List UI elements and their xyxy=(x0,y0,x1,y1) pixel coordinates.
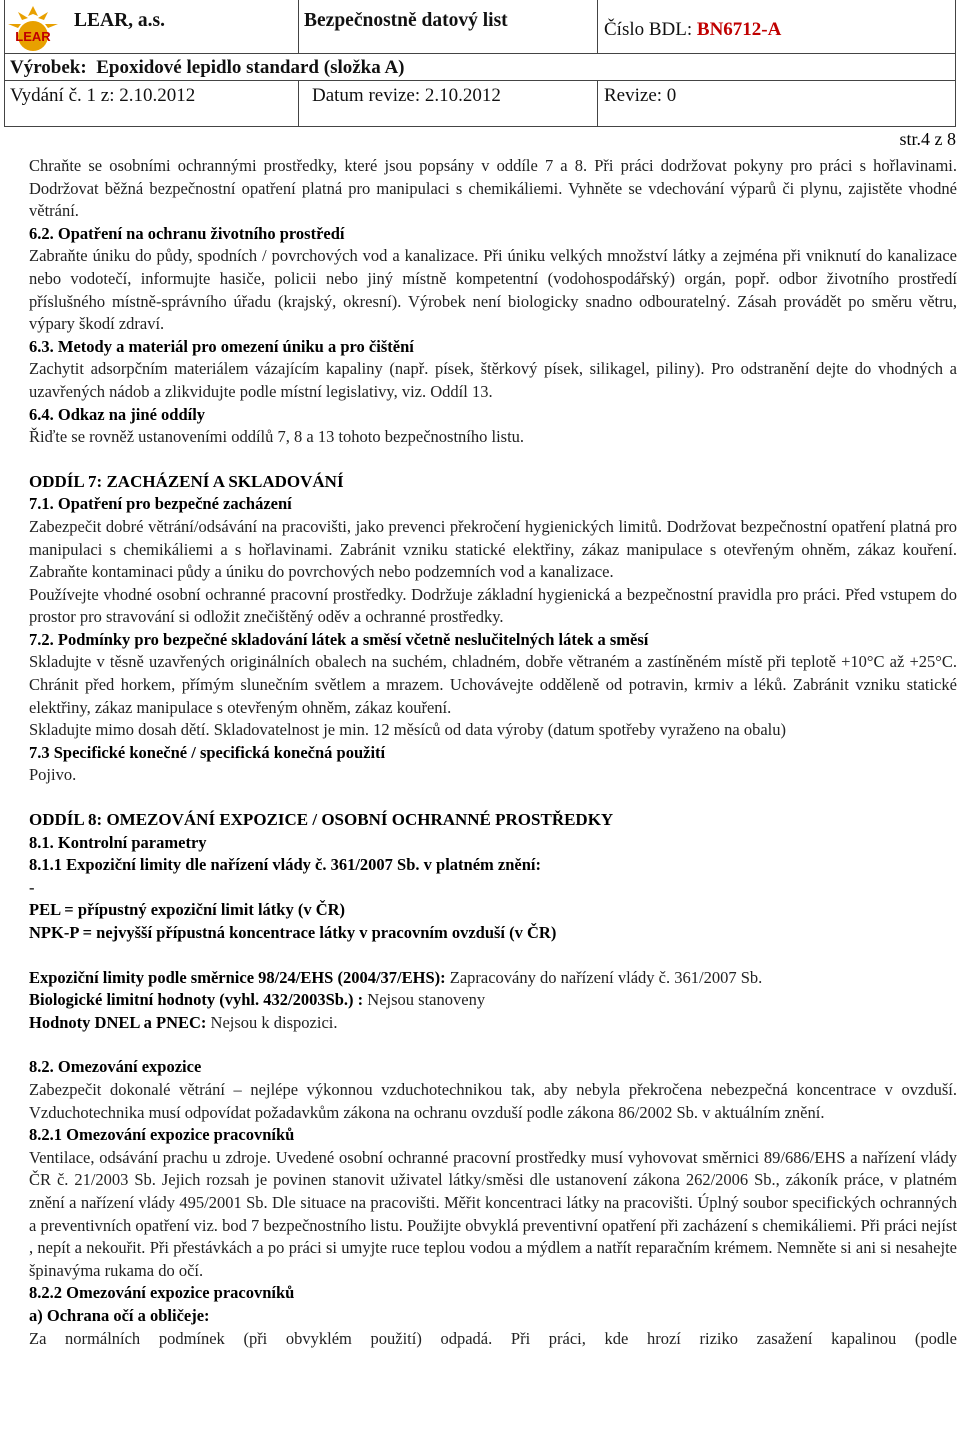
header-divider xyxy=(4,80,956,81)
bdl-number: Číslo BDL: BN6712-A xyxy=(604,19,782,40)
heading-8-2-2: 8.2.2 Omezování expozice pracovníků xyxy=(29,1283,295,1303)
svg-text:LEAR: LEAR xyxy=(15,29,51,44)
text-8-2-1: Ventilace, odsávání prachu u zdroje. Uvedené osobní ochranné pracovní prostředky musí vyhovovat směrnici 89/686/EHS a nařízení vlády ČR č. 21/2003 Sb. Jejich rozsah je povinen stanovit uživatel látky/směsi dle ustanovení zákona 262/2006 Sb., zákoník práce, v platném znění a nařízení vlády 495/2001 Sb. Dle situace na pracovišti. Měřit koncentraci látky na pracovišti. Úplný soubor specifických ochranných a preventivních opatření viz. bod 7 bezpečnostního listu. Použijte obvyklá preventivní opatření při zacházení s chemikáliemi. Při práci nejíst , nepít a nekouřit. Při přestávkách a po práci si umyjte ruce teplou vodou a mýdlem a natřít reparačním krémem. Nemněte si ani si nesahejte špinavýma rukama do očí. xyxy=(29,1147,957,1280)
product-line: Výrobek: Epoxidové lepidlo standard (složka A) xyxy=(10,57,405,78)
heading-8-2-2-a: a) Ochrana očí a obličeje: xyxy=(29,1305,210,1325)
heading-7-1: 7.1. Opatření pro bezpečné zacházení xyxy=(29,494,292,514)
section-6-intro: Chraňte se osobními ochrannými prostředky, které jsou popsány v oddíle 7 a 8. Při práci dodržovat pokyny pro práci s hořlavinami. Dodržovat běžná bezpečnostní opatření platná pro manipulaci s chemikáliemi. Vyhněte se vdechování výparů či plynu, zajistěte vhodné větrání. xyxy=(29,156,957,221)
heading-7-3: 7.3 Specifické konečné / specifická konečná použití xyxy=(29,742,386,762)
text-7-2a: Skladujte v těsně uzavřených originálních obalech na suchém, chladném, dobře větraném a zastíněném místě při teplotě +10°C až +25°C. Chránit před horkem, přímým slunečním světlem a mrazem. Uchovávejte odděleně od potravin, krmiv a léků. Zabránit vzniku statické elektřiny, zákaz manipulace s otevřeným ohněm, zákaz kouření. xyxy=(29,652,957,717)
header-border xyxy=(597,80,598,127)
document-header xyxy=(0,0,960,128)
revision-date: Datum revize: 2.10.2012 xyxy=(312,85,501,106)
heading-8-2: 8.2. Omezování expozice xyxy=(29,1057,202,1077)
header-border xyxy=(298,0,299,54)
heading-8-1: 8.1. Kontrolní parametry xyxy=(29,832,207,852)
text-6-4: Řiďte se rovněž ustanoveními oddílů 7, 8 a 13 tohoto bezpečnostního listu. xyxy=(29,427,525,447)
lear-logo xyxy=(4,4,62,52)
heading-6-3: 6.3. Metody a materiál pro omezení úniku a pro čištění xyxy=(29,336,414,356)
text-7-1a: Zabezpečit dobré větrání/odsávání na pracovišti, jako prevenci překročení hygienických limitů. Dodržovat bezpečnostní opatření platná pro manipulaci s chemikáliemi a s hořlavinami. Zabránit vzniku statické elektřiny, zákaz manipulace s otevřeným ohněm, zákaz kouření. Zabraňte kontaminaci půdy a úniku do povrchových nebo podzemních vod a kanalizace. xyxy=(29,516,957,582)
eu-limits: Expoziční limity podle směrnice 98/24/EHS (2004/37/EHS): Zapracovány do nařízení vlády č. 361/2007 Sb. xyxy=(29,967,763,987)
page-number: str.4 z 8 xyxy=(899,129,956,149)
heading-7-2: 7.2. Podmínky pro bezpečné skladování látek a směsí včetně neslučitelných látek a směsí xyxy=(29,629,649,649)
text-7-1b: Používejte vhodné osobní ochranné pracovní prostředky. Dodržuje základní hygienická a bezpečnostní pravidla pro práci. Před vstupem do prostor pro stravování si odložit znečištěný oděv a ochranné prostředky. xyxy=(29,584,957,627)
document-body xyxy=(29,133,957,1350)
bio-limits: Biologické limitní hodnoty (vyhl. 432/2003Sb.) : Nejsou stanoveny xyxy=(29,990,486,1010)
section-8-title: ODDÍL 8: OMEZOVÁNÍ EXPOZICE / OSOBNÍ OCHRANNÉ PROSTŘEDKY xyxy=(29,810,614,830)
text-8-2: Zabezpečit dokonalé větrání – nejlépe výkonnou vzduchotechnikou tak, aby nebyla překročena nebezpečná koncentrace v ovzduší. Vzduchotechnika musí odpovídat požadavkům zákona na ochranu ovzduší podle zákona 86/2002 Sb. v aktuálním znění. xyxy=(29,1079,957,1122)
pel-definition: PEL = přípustný expoziční limit látky (v ČR) xyxy=(29,900,346,920)
company-name: LEAR, a.s. xyxy=(74,10,166,31)
header-divider xyxy=(4,53,956,54)
text-8-2-2-a: Za normálních podmínek (při obvyklém použití) odpadá. Při práci, kde hrozí riziko zasažení kapalinou (podle xyxy=(29,1328,957,1348)
heading-8-2-1: 8.2.1 Omezování expozice pracovníků xyxy=(29,1125,295,1145)
dnel-pnec: Hodnoty DNEL a PNEC: Nejsou k dispozici. xyxy=(29,1012,338,1032)
npk-definition: NPK-P = nejvyšší přípustná koncentrace látky v pracovním ovzduší (v ČR) xyxy=(29,923,557,942)
heading-8-1-1: 8.1.1 Expoziční limity dle nařízení vlády č. 361/2007 Sb. v platném znění: xyxy=(29,855,541,875)
document-type: Bezpečnostně datový list xyxy=(304,10,508,31)
heading-6-2: 6.2. Opatření na ochranu životního prostředí xyxy=(29,223,345,243)
header-divider xyxy=(4,126,956,127)
section-7-title: ODDÍL 7: ZACHÁZENÍ A SKLADOVÁNÍ xyxy=(29,471,344,491)
header-border xyxy=(298,80,299,127)
text-6-3: Zachytit adsorpčním materiálem vázajícím kapaliny (např. písek, štěrkový písek, silikagel, piliny). Pro odstranění dejte do vhodných a uzavřených nádob a zlikvidujte podle místní legislativy, viz. Oddíl 13. xyxy=(29,359,957,401)
text-7-2b: Skladujte mimo dosah dětí. Skladovatelnost je min. 12 měsíců od data výroby (datum spotřeby vyraženo na obalu) xyxy=(29,720,787,740)
heading-6-4: 6.4. Odkaz na jiné oddíly xyxy=(29,404,206,424)
dash-line: - xyxy=(29,877,35,897)
issue-info: Vydání č. 1 z: 2.10.2012 xyxy=(10,85,196,106)
header-border xyxy=(955,0,956,127)
text-7-3: Pojivo. xyxy=(29,765,77,785)
header-border xyxy=(597,0,598,54)
revision-number: Revize: 0 xyxy=(604,85,677,106)
text-6-2: Zabraňte úniku do půdy, spodních / povrchových vod a kanalizace. Při úniku velkých množství látky a zejména při vniknutí do kanalizace nebo vodotečí, informujte hasiče, policii nebo jiný místně kompetentní (vodohospodářský) orgán, popř. odbor životního prostředí příslušného místně-správního úřadu (krajský, okresní). Výrobek není biologicky snadno odbouratelný. Zásah provádět po směru větru, výpary škodí zdraví. xyxy=(29,246,957,334)
header-border xyxy=(4,0,5,127)
